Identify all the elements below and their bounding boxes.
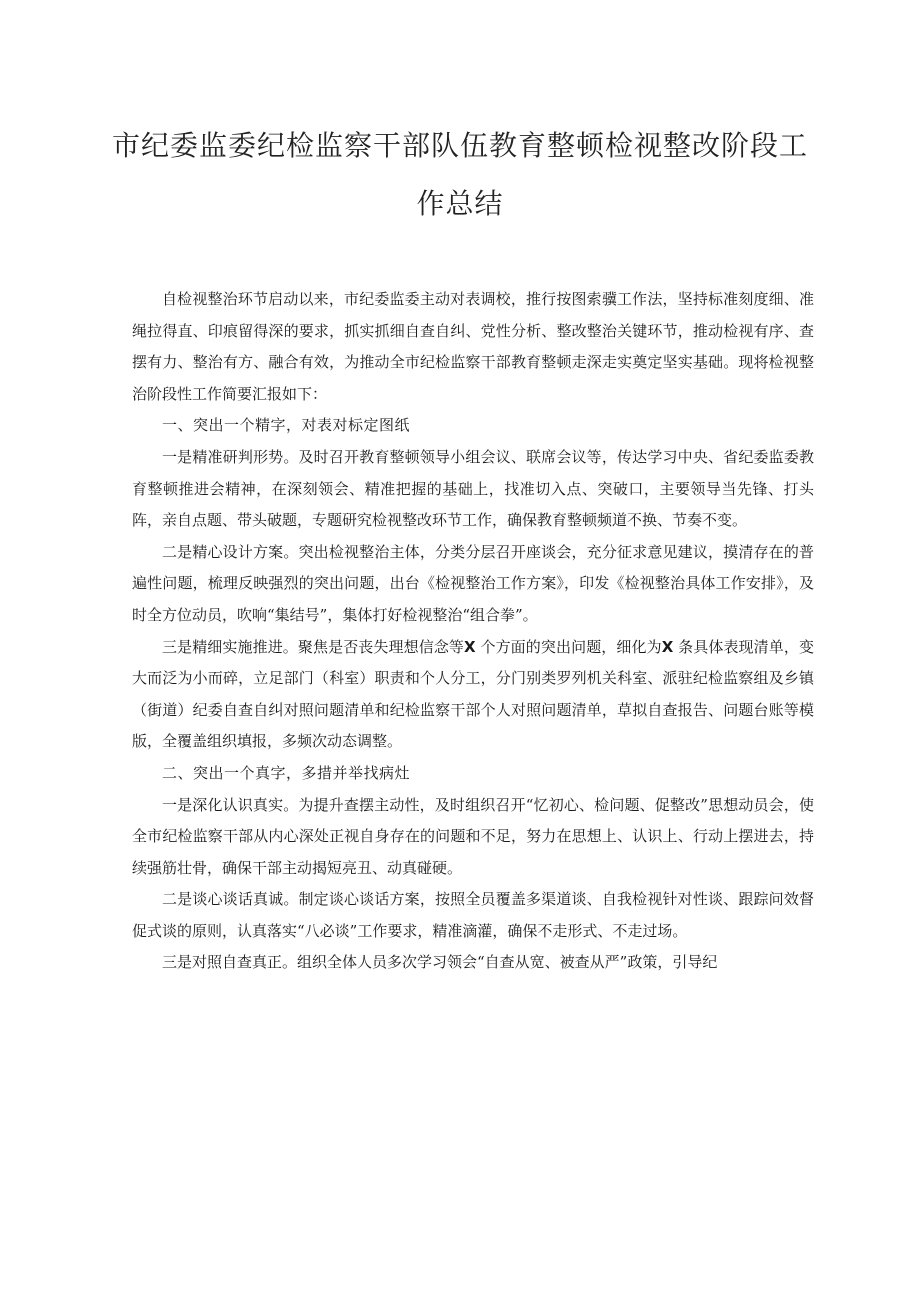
section-heading-1: 一、突出一个精字，对表对标定图纸: [162, 416, 411, 435]
paragraph-careful-design: 二是精心设计方案。突出检视整治主体，分类分层召开座谈会，充分征求意见建议，摸清存在的普遍性问题，梳理反映强烈的突出问题，出台《检视整治工作方案》，印发《检视整治具体工作安排》，及时全方位动员，吹响“集结号”，集体打好检视整治“组合拳”。: [132, 542, 814, 624]
paragraph-fine-implementation: [132, 632, 814, 758]
document-title-line-2: 作总结: [416, 187, 504, 220]
intro-paragraph: 自检视整治环节启动以来，市纪委监委主动对表调校，推行按图索骥工作法，坚持标准刻度细、准绳拉得直、印痕留得深的要求，抓实抓细自查自纠、党性分析、整改整治关键环节，推动检视有序、查摆有力、整治有方、融合有效，为推动全市纪检监察干部教育整顿走深走实奠定坚实基础。现将检视整治阶段性工作简要汇报如下：: [132, 290, 814, 403]
section-heading-2: 二、突出一个真字，多措并举找病灶: [162, 763, 411, 782]
paragraph-deepen-understanding: 一是深化认识真实。为提升查摆主动性，及时组织召开“忆初心、检问题、促整改”思想动员会，使全市纪检监察干部从内心深处正视自身存在的问题和不足，努力在思想上、认识上、行动上摆进去，持续强筋壮骨，确保干部主动揭短亮丑、动真碰硬。: [132, 795, 814, 877]
paragraph-self-check: 三是对照自查真正。组织全体人员多次学习领会“自查从宽、被查从严”政策，引导纪: [162, 953, 718, 972]
text-segment: 三是精细实施推进。聚焦是否丧失理想信念等: [162, 637, 465, 656]
placeholder-x: X: [661, 637, 674, 656]
text-segment: 个方面的突出问题，细化为: [480, 637, 662, 656]
document-title-line-1: 市纪委监委纪检监察干部队伍教育整顿检视整改阶段工: [111, 129, 808, 162]
document-body: [132, 284, 814, 979]
placeholder-x: X: [464, 637, 476, 656]
paragraph-heart-talks: 二是谈心谈话真诚。制定谈心谈话方案，按照全员覆盖多渠道谈、自我检视针对性谈、跟踪问效督促式谈的原则，认真落实“八必谈”工作要求，精准滴灌，确保不走形式、不走过场。: [132, 890, 814, 940]
paragraph-precise-judgment: 一是精准研判形势。及时召开教育整顿领导小组会议、联席会议等，传达学习中央、省纪委监委教育整顿推进会精神，在深刻领会、精准把握的基础上，找准切入点、突破口，主要领导当先锋、打头阵，亲自点题、带头破题，专题研究检视整改环节工作，确保教育整顿频道不换、节奏不变。: [132, 447, 814, 530]
text-segment: 条具体表现清单，变大而泛为小而碎，立足部门（科室）职责和个人分工，分门别类罗列机关科室、派驻纪检监察组及乡镇（街道）纪委自查自纠对照问题清单和纪检监察干部个人对照问题清单，草拟自查报告、问题台账等模版，全覆盖组织填报，多频次动态调整。: [132, 637, 814, 751]
